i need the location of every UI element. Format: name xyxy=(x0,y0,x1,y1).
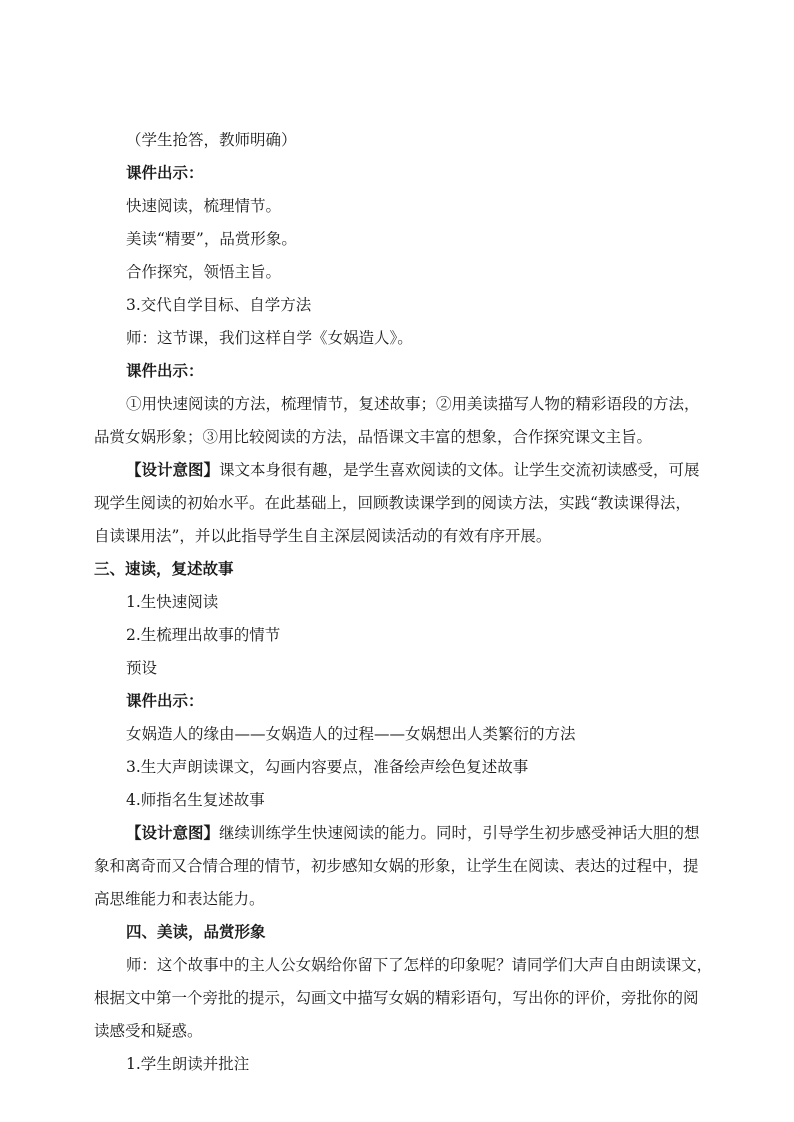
text-line: 4.师指名生复述故事 xyxy=(126,791,265,809)
text-line: 1.学生朗读并批注 xyxy=(126,1055,250,1073)
section-heading: 三、速读，复述故事 xyxy=(94,559,234,578)
design-intent-paragraph xyxy=(126,822,700,844)
text-line: （学生抢答，教师明确） xyxy=(126,131,297,149)
text-line: 师：这个故事中的主人公女娲给你留下了怎样的印象呢？请同学们大声自由朗读课文， xyxy=(126,956,713,974)
text-line: 美读“精要”，品赏形象。 xyxy=(126,230,297,248)
text-line: 继续训练学生快速阅读的能力。同时，引导学生初步感受神话大胆的想 xyxy=(219,824,700,842)
text-line: 2.生梳理出故事的情节 xyxy=(126,626,281,644)
text-line: 合作探究，领悟主旨。 xyxy=(126,263,282,281)
text-line: 读感受和疑惑。 xyxy=(94,1022,203,1040)
text-line: 高思维能力和表达能力。 xyxy=(94,890,265,908)
courseware-heading: 课件出示： xyxy=(126,361,204,380)
text-line: 课文本身很有趣，是学生喜欢阅读的文体。让学生交流初读感受，可展 xyxy=(219,461,700,479)
section-heading: 四、美读，品赏形象 xyxy=(126,922,266,941)
text-line: 师：这节课，我们这样自学《女娲造人》。 xyxy=(126,329,413,347)
text-line: 女娲造人的缘由——女娲造人的过程——女娲想出人类繁衍的方法 xyxy=(126,725,576,743)
design-intent-paragraph xyxy=(126,459,700,481)
text-line: 预设 xyxy=(126,659,158,677)
text-line: 象和离奇而又合情合理的情节，初步感知女娲的形象，让学生在阅读、表达的过程中，提 xyxy=(94,857,699,875)
text-line: 1.生快速阅读 xyxy=(126,593,219,611)
design-intent-tag: 【设计意图】 xyxy=(126,460,220,479)
courseware-heading: 课件出示： xyxy=(126,163,204,182)
design-intent-tag: 【设计意图】 xyxy=(126,823,220,842)
courseware-heading: 课件出示： xyxy=(126,691,204,710)
text-line: 品赏女娲形象；③用比较阅读的方法，品悟课文丰富的想象，合作探究课文主旨。 xyxy=(94,428,653,446)
text-line: 现学生阅读的初始水平。在此基础上，回顾教读课学到的阅读方法，实践“教读课得法， xyxy=(94,494,691,512)
text-line: 3.交代自学目标、自学方法 xyxy=(126,296,312,314)
text-line: 根据文中第一个旁批的提示，勾画文中描写女娲的精彩语句，写出你的评价，旁批你的阅 xyxy=(94,989,699,1007)
text-line: 自读课用法”，并以此指导学生自主深层阅读活动的有效有序开展。 xyxy=(94,527,552,545)
text-line: 3.生大声朗读课文，勾画内容要点，准备绘声绘色复述故事 xyxy=(126,758,529,776)
text-line: 快速阅读，梳理情节。 xyxy=(126,197,282,215)
text-line: ①用快速阅读的方法，梳理情节，复述故事；②用美读描写人物的精彩语段的方法， xyxy=(126,395,700,413)
